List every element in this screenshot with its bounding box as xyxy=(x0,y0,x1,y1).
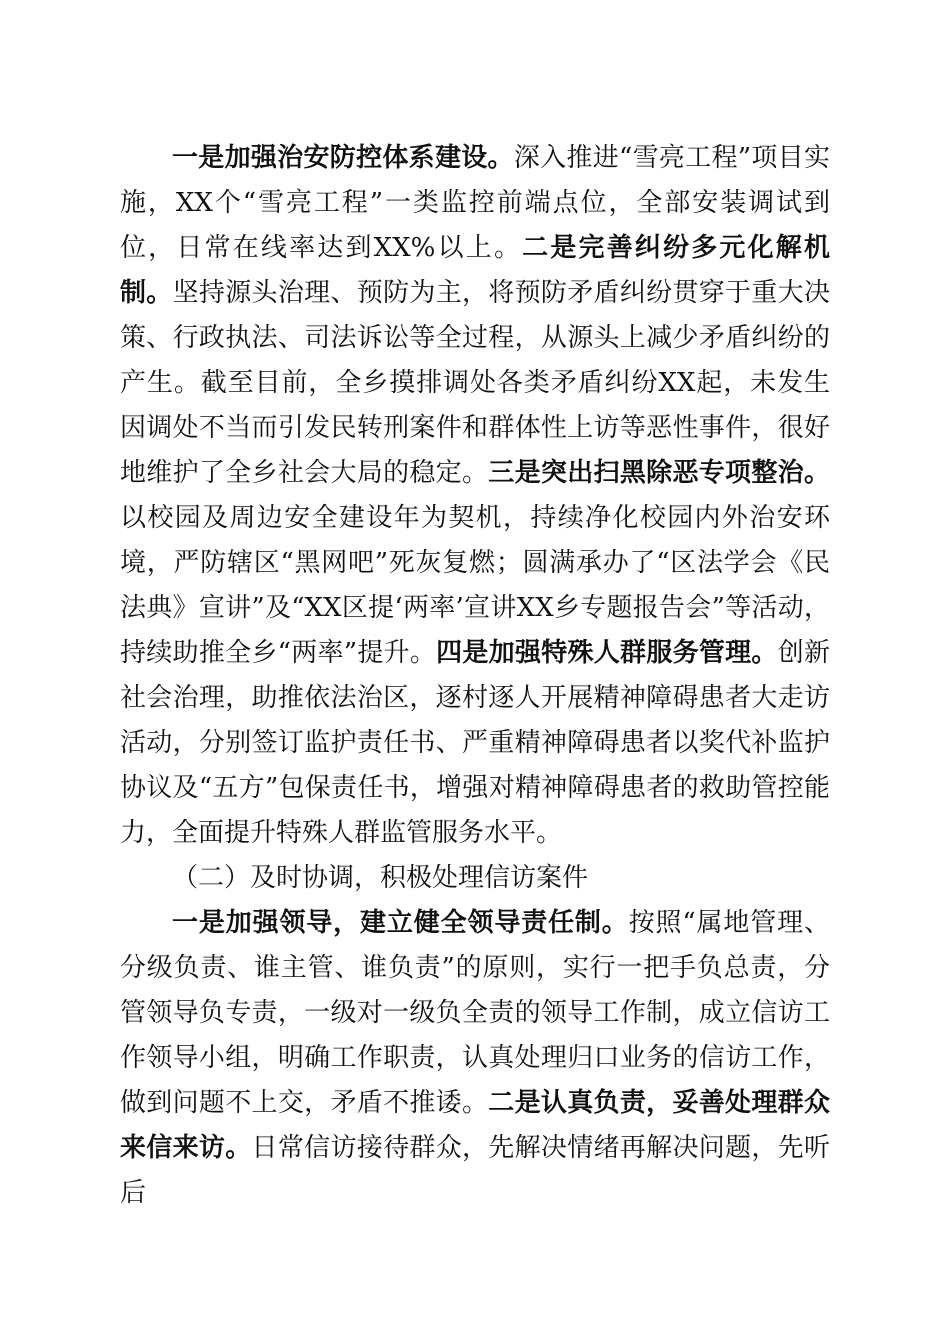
lead-sentence-5: 一是加强领导，建立健全领导责任制。 xyxy=(172,908,629,938)
document-body xyxy=(120,136,830,1216)
body-text-5: 按照“属地管理、分级负责、谁主管、谁负责”的原则，实行一把手负总责，分管领导负专责，一级对一级负全责的领导工作制，成立信访工作领导小组，明确工作职责，认真处理归口业务的信访工作，做到问题不上交，矛盾不推诿。 xyxy=(120,908,830,1118)
body-text-4: 创新社会治理，助推依法治区，逐村逐人开展精神障碍患者大走访活动，分别签订监护责任书、严重精神障碍患者以奖代补监护协议及“五方”包保责任书，增强对精神障碍患者的救助管控能力，全面提升特殊人群监管服务水平。 xyxy=(120,638,830,848)
paragraph-petitions xyxy=(120,901,830,1216)
body-text-2: 坚持源头治理、预防为主，将预防矛盾纠纷贯穿于重大决策、行政执法、司法诉讼等全过程，从源头上减少矛盾纠纷的产生。截至目前，全乡摸排调处各类矛盾纠纷XX起，未发生因调处不当而引发民转刑案件和群体性上访等恶性事件，很好地维护了全乡社会大局的稳定。 xyxy=(120,278,830,488)
body-text-1: 深入推进“雪亮工程”项目实施，XX个“雪亮工程”一类监控前端点位，全部安装调试到位，日常在线率达到XX%以上。 xyxy=(120,143,830,263)
lead-sentence-3: 三是突出扫黑除恶专项整治。 xyxy=(488,458,830,488)
lead-sentence-6: 二是认真负责，妥善处理群众来信来访。 xyxy=(120,1088,830,1163)
body-text-3: 以校园及周边安全建设年为契机，持续净化校园内外治安环境，严防辖区“黑网吧”死灰复燃；圆满承办了“区法学会《民法典》宣讲”及“XX区提‘两率’宣讲XX乡专题报告会”等活动，持续助推全乡“两率”提升。 xyxy=(120,503,830,668)
body-text-6: 日常信访接待群众，先解决情绪再解决问题，先听后 xyxy=(120,1133,830,1208)
lead-sentence-4: 四是加强特殊人群服务管理。 xyxy=(436,638,778,668)
paragraph-public-security xyxy=(120,136,830,856)
lead-sentence-2: 二是完善纠纷多元化解机制。 xyxy=(120,233,830,308)
section-heading: （二）及时协调，积极处理信访案件 xyxy=(172,863,589,893)
lead-sentence-1: 一是加强治安防控体系建设。 xyxy=(172,143,514,173)
